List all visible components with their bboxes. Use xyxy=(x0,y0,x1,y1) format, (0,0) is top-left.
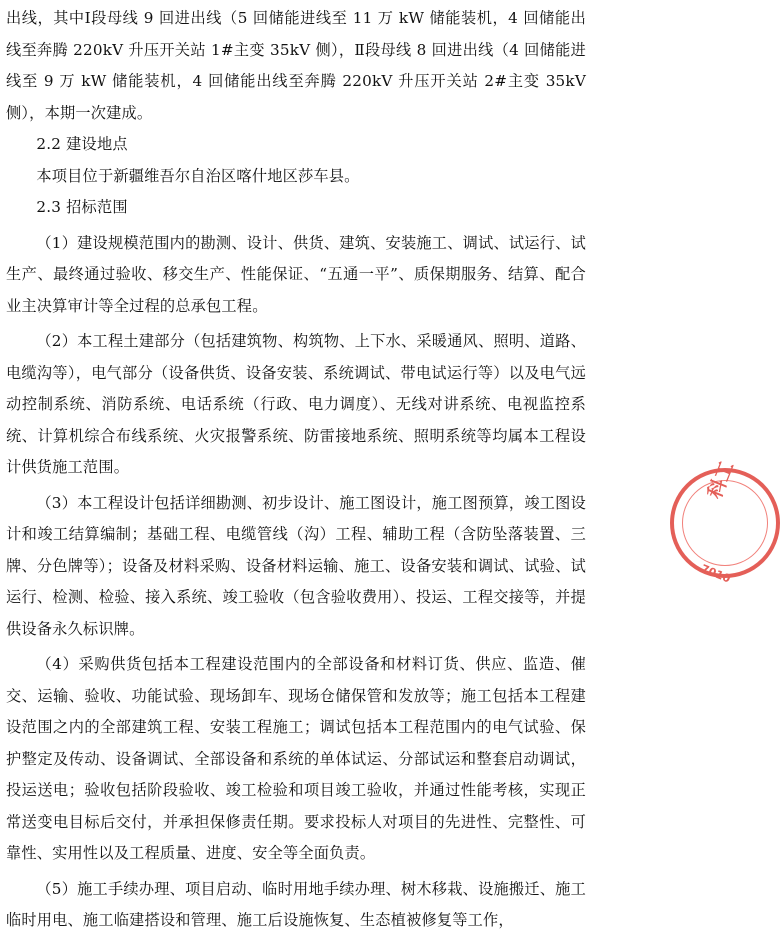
scope-paragraph-3: （3）本工程设计包括详细勘测、初步设计、施工图设计，施工图预算，竣工图设计和竣工结算编制；基础工程、电缆管线（沟）工程、辅助工程（含防坠落装置、三牌、分色牌等）；设备及材料采购、设备材料运输、施工、设备安装和调试、试验、试运行、检测、检验、接入系统、竣工验收（包含验收费用）、投运、工程交接等，并提供设备永久标识牌。 xyxy=(6,493,586,638)
scope-paragraph-1: （1）建设规模范围内的勘测、设计、供货、建筑、安装施工、调试、试运行、试生产、最终通过验收、移交生产、性能保证、“五通一平”、质保期服务、结算、配合业主决算审计等全过程的总承包工程。 xyxy=(6,233,586,315)
continuation-paragraph: 出线，其中Ⅰ段母线 9 回进出线（5 回储能进线至 11 万 kW 储能装机，4 回储能出线至奔腾 220kV 升压开关站 1#主变 35kV 侧），Ⅱ段母线 8 回进出线（4 回储能进线至 9 万 kW 储能装机，4 回储能出线至奔腾 220kV 升压开关站 2#主变 35kV 侧），本期一次建成。 xyxy=(6,9,586,122)
scope-paragraph-4: （4）采购供货包括本工程建设范围内的全部设备和材料订货、供应、监造、催交、运输、验收、功能试验、现场卸车、现场仓储保管和发放等；施工包括本工程建设范围之内的全部建筑工程、安装工程施工；调试包括本工程范围内的电气试验、保护整定及传动、设备调试、全部设备和系统的单体试运、分部试运和整套启动调试，投运送电；验收包括阶段验收、竣工检验和项目竣工验收，并通过性能考核，实现正常送变电目标后交付，并承担保修责任期。要求投标人对项目的先进性、完整性、可靠性、实用性以及工程质量、进度、安全等全面负责。 xyxy=(6,655,586,862)
document-body xyxy=(6,3,586,937)
scope-paragraph-5: （5）施工手续办理、项目启动、临时用地手续办理、树木移栽、设施搬迁、施工临时用电、施工临建搭设和管理、施工后设施恢复、生态植被修复等工作， xyxy=(6,879,586,929)
company-seal-stamp xyxy=(670,458,780,586)
scope-paragraph-2: （2）本工程土建部分（包括建筑物、构筑物、上下水、采暖通风、照明、道路、电缆沟等），电气部分（设备供货、设备安装、系统调试、带电试运行等）以及电气远动控制系统、消防系统、电话系统（行政、电力调度）、无线对讲系统、电视监控系统、计算机综合布线系统、火灾报警系统、防雷接地系统、照明系统等均属本工程设计供货施工范围。 xyxy=(6,332,586,476)
section-heading-2-2: 2.2 建设地点 xyxy=(36,135,128,153)
seal-text-bottom: 7010 xyxy=(699,562,733,586)
seal-text-top: 科工 xyxy=(703,458,739,502)
section-heading-2-3: 2.3 招标范围 xyxy=(36,198,128,216)
section-text-2-2: 本项目位于新疆维吾尔自治区喀什地区莎车县。 xyxy=(36,166,360,185)
